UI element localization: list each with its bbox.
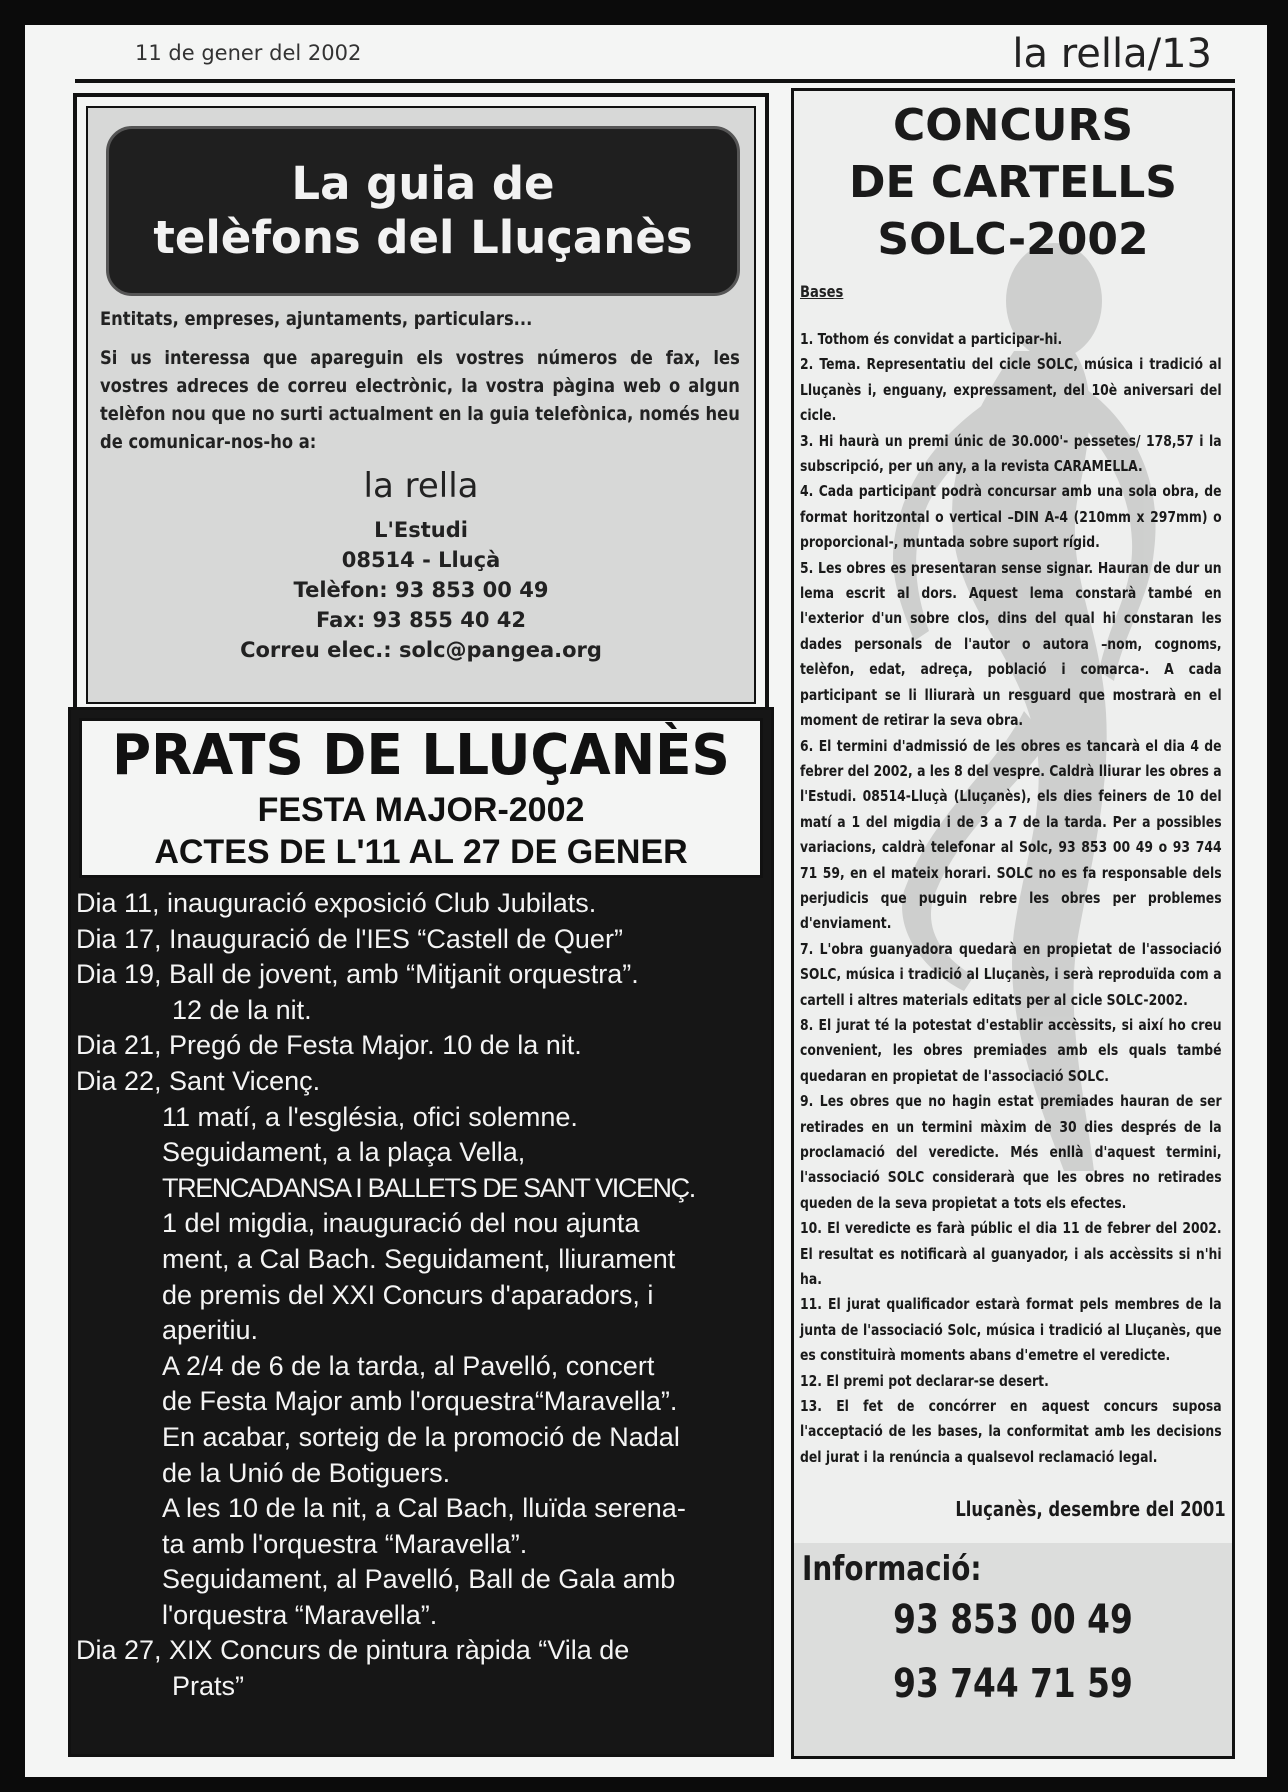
rule-item: 7. L'obra guanyadora quedarà en propietat de l'associació SOLC, música i tradició al Lluçanès, i serà reproduïda com a cartell i altres materials editats per al cicle SOLC-2002. (800, 939, 1222, 1009)
contest-title (794, 97, 1232, 268)
program-line: Seguidament, a la plaça Vella, (162, 1137, 526, 1168)
program-line: En acabar, sorteig de la promoció de Nadal (162, 1421, 680, 1452)
program-line: de la Unió de Botiguers. (162, 1457, 451, 1488)
publication-page-title: la rella/13 (1012, 31, 1212, 77)
contact-phone: Telèfon: 93 853 00 49 (293, 578, 549, 602)
program-line: l'orquestra “Maravella”. (162, 1599, 438, 1630)
rule-item: 3. Hi haurà un premi únic de 30.000'- pessetes/ 178,57 i la subscripció, per un any, a la revista CARAMELLA. (800, 431, 1222, 476)
contest-signature: Lluçanès, desembre del 2001 (955, 1497, 1226, 1521)
festa-major-program (76, 886, 766, 1705)
festa-major-title: PRATS DE LLUÇANÈS (112, 723, 730, 788)
rule-item: 4. Cada participant podrà concursar amb una sola obra, de format horitzontal o vertical –DIN A-4 (210mm x 297mm) o proporcional-, muntada sobre suport rígid. (800, 482, 1222, 552)
rule-item: 9. Les obres que no hagin estat premiades hauran de ser retirades en un termini màxim de 30 dies després de la proclamació del veredicte. Més enllà d'aquest termini, l'associació SOLC considerarà que les obres no retirades queden de la seva propietat a tots els efectes. (800, 1092, 1222, 1212)
phone-guide-title-line2: telèfons del Lluçanès (153, 211, 693, 264)
contact-postal: 08514 - Lluçà (341, 548, 501, 572)
phone-guide-banner (106, 126, 740, 296)
info-phone-2: 93 744 71 59 (893, 1661, 1133, 1707)
program-line: ment, a Cal Bach. Seguidament, lliurament (162, 1243, 676, 1274)
festa-major-header (79, 718, 763, 878)
program-line: aperitiu. (162, 1315, 259, 1346)
program-line: Dia 11, inauguració exposició Club Jubilats. (76, 888, 597, 918)
poster-contest-box (791, 88, 1235, 1759)
rule-item: 5. Les obres es presentaran sense signar. Hauran de dur un lema escrit al dors. Aquest lema constarà també en l'exterior d'un sobre clos, dins del qual hi constaran les dades personals de l'autor o autora –nom, cognoms, telèfon, edat, adreça, població i comarca-. A cada participant se li lliurarà un resguard que mostrarà en el moment de retirar la seva obra. (800, 558, 1222, 730)
program-line: de premis del XXI Concurs d'aparadors, i (162, 1279, 654, 1310)
program-line: Dia 27, XIX Concurs de pintura ràpida “Vila de (76, 1635, 630, 1666)
phone-guide-contact (88, 463, 754, 665)
phone-guide-body: Si us interessa que apareguin els vostres números de fax, les vostres adreces de correu electrònic, la vostra pàgina web o algun telèfon nou que no surti actualment en la guia telefònica, només heu de comunicar-nos-ho a: (100, 347, 740, 453)
contact-email: Correu elec.: solc@pangea.org (240, 638, 602, 662)
program-line: A les 10 de la nit, a Cal Bach, lluïda serena- (162, 1493, 686, 1524)
program-line: 11 matí, a l'església, ofici solemne. (162, 1101, 578, 1132)
program-line: TRENCADANSA I BALLETS DE SANT VICENÇ. (162, 1172, 695, 1203)
rule-item: 10. El veredicte es farà públic el dia 11 de febrer del 2002. El resultat es notificarà al guanyador, i als accèssits si n'hi ha. (800, 1219, 1222, 1289)
newspaper-page (25, 25, 1267, 1777)
rule-item: 8. El jurat té la potestat d'establir accèssits, si així ho creu convenient, les obres premiades amb els quals també quedaran en propietat de l'associació SOLC. (800, 1015, 1222, 1085)
program-line: 1 del migdia, inauguració del nou ajunta (162, 1208, 640, 1239)
contact-name: la rella (363, 466, 479, 506)
festa-major-box (68, 707, 774, 1757)
program-line: Prats” (172, 1671, 245, 1702)
program-line: de Festa Major amb l'orquestra“Maravella”. (162, 1386, 678, 1417)
rule-item: 6. El termini d'admissió de les obres es tancarà el dia 4 de febrer del 2002, a les 8 del vespre. Caldrà lliurar les obres a l'Estudi. 08514-Lluçà (Lluçanès), els dies feiners de 10 del matí a 1 del migdia i de 3 a 7 de la tarda. Per a possibles variacions, caldrà telefonar al Solc, 93 853 00 49 o 93 744 71 59, en el mateix horari. SOLC no es fa responsable dels perjudicis que puguin rebre les obres per problemes d'enviament. (800, 736, 1222, 933)
contact-place: L'Estudi (374, 518, 468, 542)
contest-title-line2: DE CARTELLS (849, 157, 1177, 208)
header-rule (75, 79, 1235, 83)
contest-title-line1: CONCURS (892, 100, 1134, 151)
info-phone-1: 93 853 00 49 (893, 1597, 1133, 1643)
phone-guide-title-line1: La guia de (291, 157, 555, 210)
rule-item: 11. El jurat qualificador estarà format pels membres de la junta de l'associació Solc, música i tradició al Lluçanès, que es constituirà moments abans d'emetre el veredicte. (800, 1295, 1222, 1365)
program-line: ta amb l'orquestra “Maravella”. (162, 1528, 528, 1559)
festa-major-dates: ACTES DE L'11 AL 27 DE GENER (154, 833, 688, 871)
program-line: 12 de la nit. (172, 994, 312, 1025)
contest-title-line3: SOLC-2002 (877, 214, 1149, 265)
program-line: Dia 19, Ball de jovent, amb “Mitjanit orquestra”. (76, 959, 639, 990)
rule-item: 12. El premi pot declarar-se desert. (800, 1371, 1049, 1390)
program-line: Dia 21, Pregó de Festa Major. 10 de la nit. (76, 1030, 582, 1061)
contest-info-panel (794, 1543, 1232, 1759)
program-line: Dia 17, Inauguració de l'IES “Castell de Quer” (76, 923, 623, 954)
program-line: Seguidament, al Pavelló, Ball de Gala amb (162, 1564, 676, 1595)
rule-item: 2. Tema. Representatiu del cicle SOLC, música i tradició al Lluçanès i, enguany, expressament, del 10è aniversari del cicle. (800, 355, 1222, 425)
festa-major-subtitle: FESTA MAJOR-2002 (257, 791, 585, 829)
rule-item: 13. El fet de concórrer en aquest concurs suposa l'acceptació de les bases, la conformitat amb les decisions del jurat i la renúncia a qualsevol reclamació legal. (800, 1397, 1222, 1466)
info-label: Informació: (802, 1549, 982, 1589)
phone-guide-lead: Entitats, empreses, ajuntaments, particulars... (100, 308, 533, 330)
bases-label: Bases (800, 282, 844, 301)
rule-item: 1. Tothom és convidat a participar-hi. (800, 330, 1063, 348)
program-line: A 2/4 de 6 de la tarda, al Pavelló, concert (162, 1350, 655, 1381)
phone-guide-inner (86, 106, 756, 704)
contest-rules (800, 327, 1222, 1470)
program-line: Dia 22, Sant Vicenç. (76, 1065, 321, 1096)
phone-guide-box (73, 93, 769, 717)
contact-fax: Fax: 93 855 40 42 (316, 608, 526, 632)
issue-date: 11 de gener del 2002 (135, 41, 362, 65)
